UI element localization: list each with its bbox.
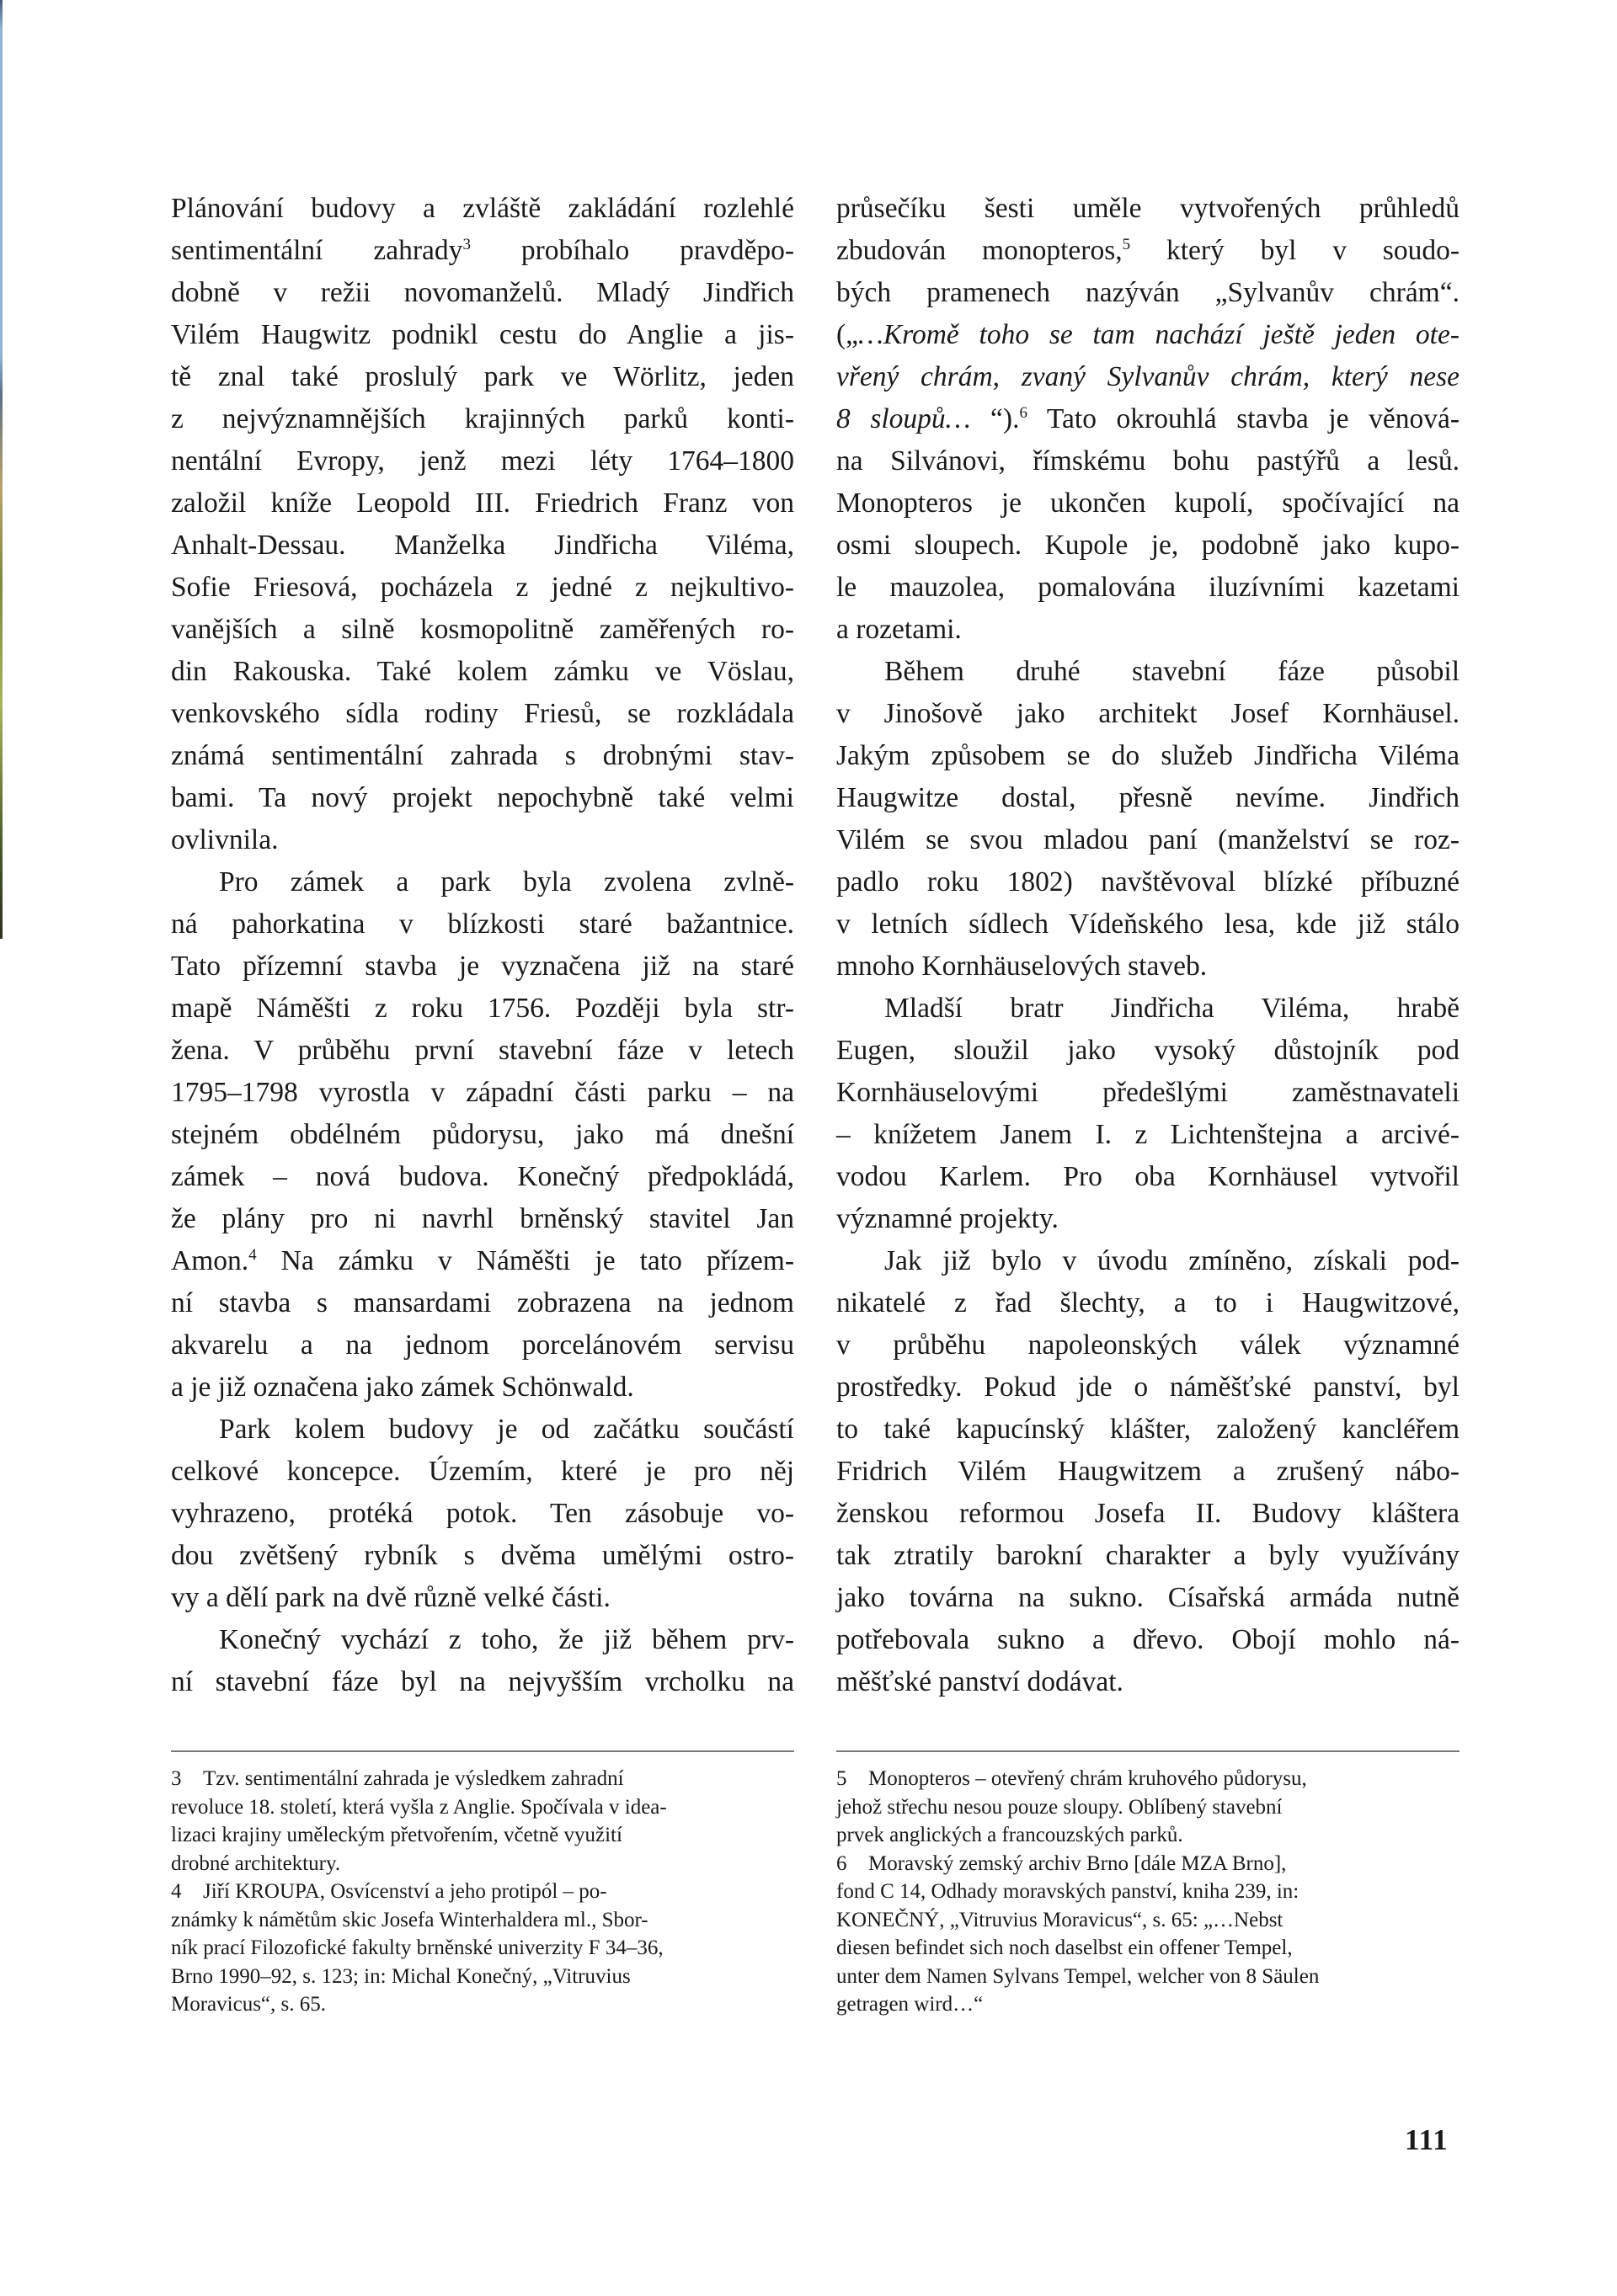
text-line xyxy=(836,1030,1460,1072)
text-run: Mladší bratr Jindřicha Viléma, hrabě xyxy=(884,993,1460,1024)
text-run: stejném obdélném půdorysu, jako má dnešní xyxy=(171,1119,794,1150)
text-run: bami. Ta nový projekt nepochybně také velmi xyxy=(171,782,794,813)
text-run: Vilém se svou mladou paní (manželství se roz- xyxy=(836,824,1460,855)
text-run: ní stavba s mansardami zobrazena na jednom xyxy=(171,1287,794,1318)
text-run: Amon. xyxy=(171,1245,249,1276)
text-line xyxy=(171,230,794,272)
text-run: který byl v soudo- xyxy=(1130,235,1460,266)
text-line xyxy=(171,1409,794,1451)
text-run: Vilém Haugwitz podnikl cestu do Anglie a jis- xyxy=(171,319,794,350)
text-run: průsečíku šesti uměle vytvořených průhledů xyxy=(836,193,1460,224)
text-run: vanějších a silně kosmopolitně zaměřených ro- xyxy=(171,614,794,645)
text-run: le mauzolea, pomalována iluzívními kazetami xyxy=(836,572,1460,603)
italic-quote: vřený chrám, zvaný Sylvanův chrám, který nese xyxy=(836,361,1460,392)
text-run: Tato přízemní stavba je vyznačena již na staré xyxy=(171,951,794,982)
text-line xyxy=(171,735,794,777)
text-line xyxy=(171,314,794,356)
text-line xyxy=(836,903,1460,946)
text-run: “). xyxy=(970,403,1020,434)
text-run: potřebovala sukno a dřevo. Obojí mohlo ná- xyxy=(836,1624,1460,1655)
text-line xyxy=(836,188,1460,230)
footnote-line xyxy=(836,1793,1460,1822)
text-line xyxy=(836,1577,1460,1619)
footnote-line xyxy=(171,1793,794,1822)
footnote-text: KONEČNÝ, „Vitruvius Moravicus“, s. 65: „…Nebst xyxy=(836,1908,1283,1931)
text-line xyxy=(171,693,794,735)
text-line xyxy=(171,398,794,440)
text-line xyxy=(836,1535,1460,1577)
footnote-number: 5 xyxy=(836,1767,847,1790)
text-run: ovlivnila. xyxy=(171,824,279,855)
text-line xyxy=(171,1072,794,1114)
text-line xyxy=(171,819,794,861)
footnote xyxy=(171,1765,794,1878)
text-run: tě znal také proslulý park ve Wörlitz, jeden xyxy=(171,361,794,392)
text-run: a rozetami. xyxy=(836,614,962,645)
text-run: ná pahorkatina v blízkosti staré bažantnice. xyxy=(171,908,794,940)
text-line xyxy=(836,482,1460,525)
text-line xyxy=(836,1240,1460,1282)
text-line xyxy=(171,1493,794,1535)
text-line xyxy=(836,861,1460,903)
text-run: na Silvánovi, římskému bohu pastýřů a lesů. xyxy=(836,445,1460,477)
adjacent-page-edge xyxy=(0,0,3,939)
text-run: mnoho Kornhäuselových staveb. xyxy=(836,951,1208,982)
text-line xyxy=(171,1114,794,1156)
text-line xyxy=(171,1030,794,1072)
text-run: Haugwitze dostal, přesně nevíme. Jindřich xyxy=(836,782,1460,813)
footnote xyxy=(836,1850,1460,2019)
text-line xyxy=(836,1324,1460,1366)
footnote-line xyxy=(171,1821,794,1850)
footnote-text: revoluce 18. století, která vyšla z Anglie. Spočívala v idea- xyxy=(171,1795,667,1819)
text-run: a je již označena jako zámek Schönwald. xyxy=(171,1372,634,1403)
body-column-left xyxy=(171,188,794,1703)
footnote-line xyxy=(171,1963,794,1991)
footnote-text: drobné architektury. xyxy=(171,1851,341,1875)
body-column-right xyxy=(836,188,1460,1703)
text-line xyxy=(836,1661,1460,1703)
text-run: nikatelé z řad šlechty, a to i Haugwitzové, xyxy=(836,1287,1460,1318)
footnote-text: Tzv. sentimentální zahrada je výsledkem zahradní xyxy=(203,1767,624,1790)
text-line xyxy=(171,777,794,819)
text-run: venkovského sídla rodiny Friesů, se rozkládala xyxy=(171,698,794,729)
text-line xyxy=(171,482,794,525)
text-line xyxy=(836,777,1460,819)
text-run: („ xyxy=(836,319,859,350)
text-run: jako továrna na sukno. Císařská armáda nutně xyxy=(836,1582,1460,1613)
text-line xyxy=(171,440,794,482)
text-run: osmi sloupech. Kupole je, podobně jako kupo- xyxy=(836,530,1460,561)
text-line xyxy=(171,1451,794,1493)
footnote-number: 6 xyxy=(836,1851,847,1875)
footnote-text: známky k námětům skic Josefa Winterhaldera ml., Sbor- xyxy=(171,1908,648,1931)
text-run: významné projekty. xyxy=(836,1203,1059,1234)
text-line xyxy=(836,988,1460,1030)
text-line xyxy=(171,1366,794,1409)
footnote-line xyxy=(171,1850,794,1878)
text-line xyxy=(836,314,1460,356)
text-run: v letních sídlech Vídeňského lesa, kde již stálo xyxy=(836,908,1460,940)
text-run: sentimentální zahrady xyxy=(171,235,463,266)
footnote-line xyxy=(836,1990,1460,2019)
text-line xyxy=(171,861,794,903)
text-run: prostředky. Pokud jde o náměšťské panství, byl xyxy=(836,1372,1460,1403)
text-line xyxy=(836,1198,1460,1240)
text-run: Anhalt-Dessau. Manželka Jindřicha Viléma, xyxy=(171,530,794,561)
text-run: Monopteros je ukončen kupolí, spočívající na xyxy=(836,487,1460,519)
text-run: dou zvětšený rybník s dvěma umělými ostro- xyxy=(171,1540,794,1571)
text-run: Pro zámek a park byla zvolena zvlně- xyxy=(219,866,794,898)
footnote-number: 4 xyxy=(171,1880,182,1903)
text-line xyxy=(836,1114,1460,1156)
page-number: 111 xyxy=(1405,2123,1449,2156)
text-run: ní stavební fáze byl na nejvyšším vrcholku na xyxy=(171,1666,794,1697)
text-line xyxy=(836,1282,1460,1324)
text-run: mapě Náměšti z roku 1756. Později byla str- xyxy=(171,993,794,1024)
text-line xyxy=(171,525,794,567)
text-run: dobně v režii novomanželů. Mladý Jindřich xyxy=(171,277,794,308)
footnotes-left xyxy=(171,1765,794,2019)
text-line xyxy=(836,356,1460,398)
text-line xyxy=(171,946,794,988)
footnote-text: unter dem Namen Sylvans Tempel, welcher von 8 Säulen xyxy=(836,1964,1320,1988)
footnote-line xyxy=(171,1906,794,1935)
text-line xyxy=(171,1282,794,1324)
text-line xyxy=(836,1619,1460,1661)
footnote-number: 3 xyxy=(171,1767,182,1790)
text-line xyxy=(171,1577,794,1619)
text-run: Jakým způsobem se do služeb Jindřicha Viléma xyxy=(836,740,1460,771)
text-run: Eugen, sloužil jako vysoký důstojník pod xyxy=(836,1035,1460,1066)
footnote-text: Monopteros – otevřený chrám kruhového půdorysu, xyxy=(868,1767,1307,1790)
text-line xyxy=(836,1072,1460,1114)
text-run: z nejvýznamnějších krajinných parků konti- xyxy=(171,403,794,434)
text-line xyxy=(836,693,1460,735)
text-run: Kornhäuselovými předešlými zaměstnavateli xyxy=(836,1077,1460,1108)
text-line xyxy=(171,356,794,398)
footnote-divider-left xyxy=(171,1750,794,1752)
text-run: Konečný vychází z toho, že již během prv- xyxy=(219,1624,794,1655)
footnote-text: Moravicus“, s. 65. xyxy=(171,1993,326,2016)
text-line xyxy=(171,567,794,609)
text-run: akvarelu a na jednom porcelánovém servisu xyxy=(171,1329,794,1361)
footnote-reference[interactable]: 6 xyxy=(1019,404,1027,422)
text-run: v Jinošově jako architekt Josef Kornhäusel. xyxy=(836,698,1460,729)
footnote-line xyxy=(836,1934,1460,1963)
footnote-line xyxy=(836,1821,1460,1850)
text-line xyxy=(836,1366,1460,1409)
text-line xyxy=(171,1240,794,1282)
footnote-line xyxy=(171,1878,794,1906)
text-line xyxy=(836,946,1460,988)
footnote-line xyxy=(171,1934,794,1963)
footnote-text: Jiří KROUPA, Osvícenství a jeho protipól – po- xyxy=(203,1880,607,1903)
text-line xyxy=(836,609,1460,651)
text-run: Sofie Friesová, pocházela z jedné z nejkultivo- xyxy=(171,572,794,603)
footnote-line xyxy=(836,1850,1460,1878)
text-run: zámek – nová budova. Konečný předpokládá, xyxy=(171,1161,794,1192)
text-run: celkové koncepce. Územím, které je pro něj xyxy=(171,1456,794,1487)
footnote-text: jehož střechu nesou pouze sloupy. Oblíbený stavební xyxy=(836,1795,1283,1819)
footnote-text: lizaci krajiny uměleckým přetvořením, včetně využití xyxy=(171,1824,622,1846)
footnote-text: getragen wird…“ xyxy=(836,1993,984,2016)
text-line xyxy=(836,525,1460,567)
text-run: Fridrich Vilém Haugwitzem a zrušený nábo- xyxy=(836,1456,1460,1487)
text-line xyxy=(836,272,1460,314)
text-run: nentální Evropy, jenž mezi léty 1764–1800 xyxy=(171,445,794,477)
footnote-reference[interactable]: 4 xyxy=(248,1246,257,1264)
footnote-text: fond C 14, Odhady moravských panství, kniha 239, in: xyxy=(836,1880,1299,1903)
footnote-text: prvek anglických a francouzských parků. xyxy=(836,1824,1183,1846)
text-line xyxy=(171,1535,794,1577)
text-line xyxy=(171,1324,794,1366)
text-run: bých pramenech nazýván „Sylvanův chrám“. xyxy=(836,277,1460,308)
text-run: ženskou reformou Josefa II. Budovy kláštera xyxy=(836,1498,1460,1529)
text-run: din Rakouska. Také kolem zámku ve Vöslau, xyxy=(171,656,794,687)
text-run: Během druhé stavební fáze působil xyxy=(884,656,1460,687)
footnote-reference[interactable]: 5 xyxy=(1122,236,1131,253)
footnote xyxy=(836,1765,1460,1850)
text-run: vy a dělí park na dvě různě velké části. xyxy=(171,1582,611,1613)
text-line xyxy=(836,440,1460,482)
text-line xyxy=(836,735,1460,777)
footnote-line xyxy=(836,1906,1460,1935)
footnote-reference[interactable]: 3 xyxy=(462,236,471,253)
text-line xyxy=(171,1198,794,1240)
footnotes-right xyxy=(836,1765,1460,2019)
text-run: Jak již bylo v úvodu zmíněno, získali pod- xyxy=(884,1245,1460,1276)
text-run: Plánování budovy a zvláště zakládání rozlehlé xyxy=(171,193,794,224)
text-run: zbudován monopteros, xyxy=(836,235,1123,266)
footnote-text: Moravský zemský archiv Brno [dále MZA Brno], xyxy=(868,1851,1287,1875)
text-line xyxy=(171,1156,794,1198)
italic-quote: …Kromě toho se tam nachází ještě jeden ote- xyxy=(858,319,1460,350)
text-line xyxy=(171,188,794,230)
text-run: že plány pro ni navrhl brněnský stavitel Jan xyxy=(171,1203,794,1234)
text-run: – knížetem Janem I. z Lichtenštejna a arcivé- xyxy=(836,1119,1460,1150)
text-line xyxy=(171,1661,794,1703)
text-run: vyhrazeno, protéká potok. Ten zásobuje vo- xyxy=(171,1498,794,1529)
footnote-divider-right xyxy=(836,1750,1460,1752)
footnote-text: Brno 1990–92, s. 123; in: Michal Konečný, „Vitruvius xyxy=(171,1964,631,1988)
text-run: žena. V průběhu první stavební fáze v letech xyxy=(171,1035,794,1066)
text-line xyxy=(836,651,1460,693)
text-run: Tato okrouhlá stavba je věnová- xyxy=(1027,403,1460,434)
footnote-line xyxy=(836,1878,1460,1906)
text-line xyxy=(836,1156,1460,1198)
footnote-text: diesen befindet sich noch daselbst ein offener Tempel, xyxy=(836,1936,1293,1959)
text-line xyxy=(171,903,794,946)
text-line xyxy=(171,272,794,314)
text-line xyxy=(171,1619,794,1661)
text-line xyxy=(836,398,1460,440)
footnote-line xyxy=(836,1765,1460,1793)
text-run: měšťské panství dodávat. xyxy=(836,1666,1123,1697)
footnote xyxy=(171,1878,794,2019)
text-run: založil kníže Leopold III. Friedrich Franz von xyxy=(171,487,794,519)
text-run: to také kapucínský klášter, založený kancléřem xyxy=(836,1414,1460,1445)
text-run: vodou Karlem. Pro oba Kornhäusel vytvořil xyxy=(836,1161,1460,1192)
text-run: 1795–1798 vyrostla v západní části parku – na xyxy=(171,1077,794,1108)
footnote-line xyxy=(171,1990,794,2019)
text-run: Park kolem budovy je od začátku součástí xyxy=(219,1414,794,1445)
text-run: známá sentimentální zahrada s drobnými stav- xyxy=(171,740,794,771)
text-run: padlo roku 1802) navštěvoval blízké příbuzné xyxy=(836,866,1460,898)
text-run: Na zámku v Náměšti je tato přízem- xyxy=(256,1245,794,1276)
text-run: probíhalo pravděpo- xyxy=(470,235,794,266)
text-run: tak ztratily barokní charakter a byly využívány xyxy=(836,1540,1460,1571)
text-line xyxy=(836,1451,1460,1493)
footnote-line xyxy=(171,1765,794,1793)
text-line xyxy=(171,988,794,1030)
footnote-line xyxy=(836,1963,1460,1991)
italic-quote: 8 sloupů… xyxy=(836,403,971,434)
text-line xyxy=(836,230,1460,272)
footnote-text: ník prací Filozofické fakulty brněnské univerzity F 34–36, xyxy=(171,1936,664,1959)
text-line xyxy=(836,1493,1460,1535)
text-line xyxy=(836,567,1460,609)
text-line xyxy=(171,651,794,693)
text-line xyxy=(836,1409,1460,1451)
text-run: v průběhu napoleonských válek významné xyxy=(836,1329,1460,1361)
text-line xyxy=(836,819,1460,861)
text-line xyxy=(171,609,794,651)
